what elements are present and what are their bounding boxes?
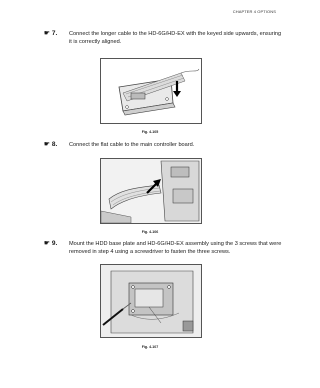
figure-caption: Fig. 4-106 [141, 230, 159, 234]
pointing-hand-icon: ☛ [44, 141, 50, 148]
pointing-hand-icon: ☛ [44, 30, 50, 37]
figure-hdd-mount [100, 264, 202, 338]
figure-caption: Fig. 4-105 [141, 130, 159, 134]
step-text: Connect the flat cable to the main controller board. [69, 142, 195, 148]
figure-caption: Fig. 4-107 [141, 345, 159, 349]
chapter-header: CHAPTER 4 OPTIONS [232, 9, 276, 14]
controller-board-illustration [101, 159, 201, 223]
hdd-mount-illustration [101, 265, 201, 337]
step-number: 7. [51, 30, 58, 37]
figure-controller-board-connection [100, 158, 202, 224]
pointing-hand-icon: ☛ [44, 240, 50, 247]
step-number: 8. [51, 141, 58, 148]
hdd-cable-illustration [101, 59, 201, 123]
step-number: 9. [51, 240, 58, 247]
figure-hdd-cable-connection [100, 58, 202, 124]
step-text: Mount the HDD base plate and HD-6G/HD-EX assembly using the 3 screws that were removed in step 4 using a screwdriver to fasten the three screws. [69, 241, 282, 255]
step-text: Connect the longer cable to the HD-6G/HD-EX with the keyed side upwards, ensuring it is correctly aligned. [69, 31, 282, 45]
